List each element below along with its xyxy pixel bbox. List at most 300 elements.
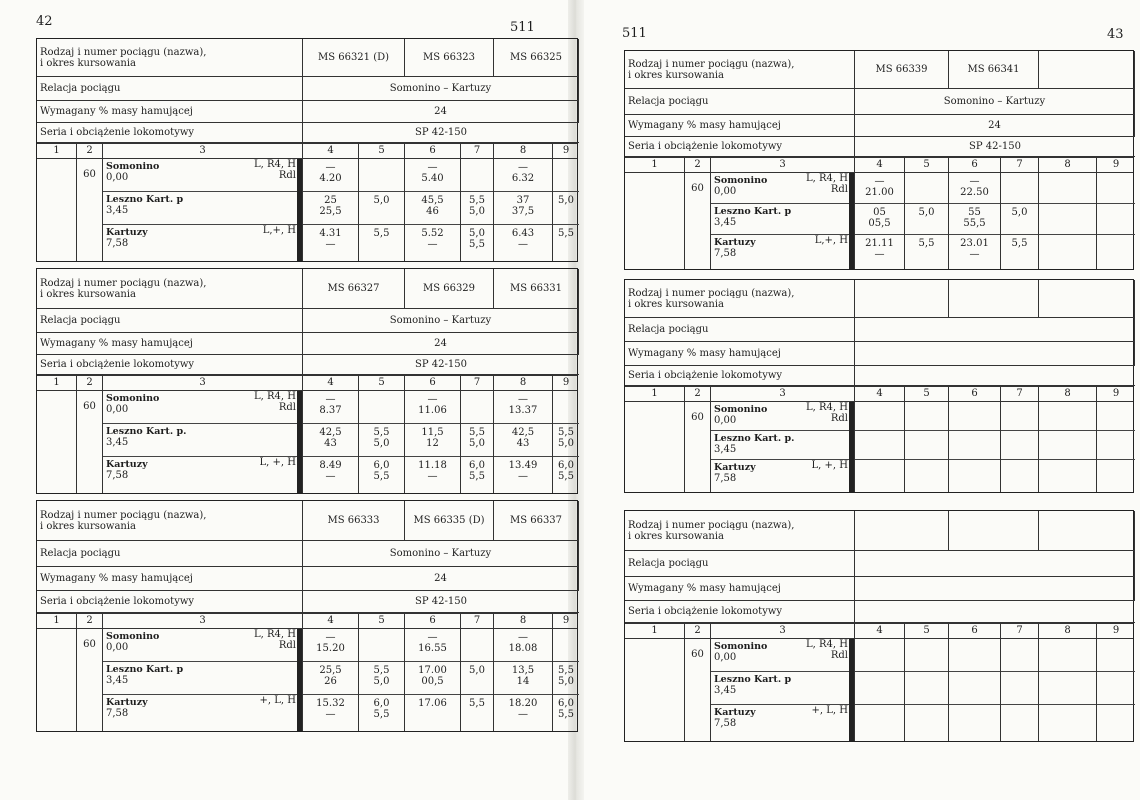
column-number: 2 (685, 624, 711, 638)
time-departure: 21.00 (865, 187, 894, 198)
time-column (1097, 173, 1135, 269)
time-cell (359, 391, 404, 424)
column-number: 7 (1001, 158, 1039, 172)
page-number-right: 43 (1107, 27, 1124, 42)
station-km: 0,00 (714, 186, 737, 197)
column-number: 9 (1112, 388, 1120, 399)
station-extra: Rdl (830, 650, 848, 661)
column-number: 6 (949, 158, 1001, 172)
time-column (1001, 173, 1039, 269)
station-name: Kartuzy (714, 237, 756, 248)
time-departure: 5,0 (1011, 207, 1028, 218)
stations-column (711, 402, 855, 492)
time-cell (494, 629, 552, 662)
locomotive-value: SP 42-150 (855, 137, 1135, 157)
column-number: 4 (855, 158, 905, 172)
label-train-number: Rodzaj i numer pociągu (nazwa), i okres kursowania (37, 269, 303, 309)
time-cell (1001, 204, 1038, 235)
column-number-row (625, 386, 1133, 402)
speed-limit: 60 (685, 173, 711, 269)
station-km: 3,45 (106, 675, 129, 686)
column-number: 4 (303, 614, 359, 628)
time-arrival: 8.49 (319, 460, 342, 471)
station-marker-bar (849, 173, 854, 269)
column-number: 9 (562, 615, 570, 626)
relation-value: Somonino – Kartuzy (303, 541, 579, 567)
time-cell (461, 629, 493, 662)
time-arrival: — (427, 162, 438, 173)
time-cell (1001, 705, 1038, 739)
timetable-number-right: 511 (622, 26, 647, 41)
station-name: Somonino (714, 641, 768, 652)
time-departure: 5,5 (373, 228, 390, 239)
station-row (711, 672, 854, 705)
time-departure: 11.06 (418, 405, 447, 416)
time-cell (1001, 402, 1038, 431)
station-codes: L, R4, H (254, 391, 296, 402)
time-cell (905, 431, 948, 460)
time-cell (1039, 672, 1096, 705)
schedule-body (37, 159, 577, 261)
time-departure: 5.40 (421, 173, 444, 184)
time-cell (461, 424, 493, 457)
train-number-cell (949, 280, 1039, 318)
time-column (494, 391, 553, 493)
time-cell (1097, 672, 1135, 705)
time-departure: 6.32 (511, 173, 535, 184)
timetable-block (36, 500, 578, 732)
train-number-cell (855, 280, 949, 318)
time-departure: 5,0 (469, 438, 485, 449)
brake-mass-value (855, 342, 1135, 366)
station-row (103, 159, 302, 192)
time-arrival: 17.06 (418, 698, 447, 709)
timetable-block (624, 50, 1134, 270)
time-cell (1097, 431, 1135, 460)
time-departure: — (325, 239, 336, 250)
speed-limit: 60 (77, 391, 103, 493)
time-cell (1097, 460, 1135, 490)
station-codes: L, R4, H (806, 639, 848, 650)
label-brake-mass: Wymagany % masy hamującej (37, 567, 303, 591)
timetable-block (624, 279, 1134, 493)
train-number-cell: MS 66337 (494, 501, 579, 541)
time-cell (303, 192, 358, 225)
time-departure: 16.55 (418, 643, 447, 654)
time-arrival: 23.01 (960, 238, 989, 249)
time-column (359, 391, 405, 493)
label-train-number: Rodzaj i numer pociągu (nazwa), i okres kursowania (625, 511, 855, 551)
train-number-cell: MS 66335 (D) (405, 501, 494, 541)
column-number: 9 (1112, 159, 1120, 170)
time-arrival: 6,0 (469, 460, 485, 471)
schedule-body (625, 173, 1133, 269)
time-cell (405, 391, 460, 424)
station-km: 0,00 (714, 652, 737, 663)
column-number: 2 (685, 387, 711, 401)
time-arrival: 05 (873, 207, 886, 218)
column-number: 2 (77, 144, 103, 158)
label-relation: Relacja pociągu (37, 77, 303, 101)
brake-mass-value (855, 577, 1135, 601)
station-km: 3,45 (714, 444, 737, 455)
time-cell (303, 159, 358, 192)
train-number-cell (1039, 511, 1135, 551)
schedule-body (37, 629, 577, 731)
station-extra: Rdl (278, 170, 296, 181)
time-cell (949, 402, 1000, 431)
column-number: 7 (1001, 387, 1039, 401)
station-row (711, 639, 854, 672)
time-departure: 5,0 (558, 438, 574, 449)
empty-col-1 (37, 629, 77, 731)
time-arrival: 45,5 (421, 195, 444, 206)
station-km: 3,45 (106, 205, 129, 216)
time-cell (553, 457, 579, 491)
time-cell (855, 402, 904, 431)
time-column (461, 159, 494, 261)
time-arrival: — (969, 176, 980, 187)
station-row (711, 402, 854, 431)
station-codes: L, R4, H (254, 159, 296, 170)
time-column (949, 639, 1001, 741)
brake-mass-value: 24 (303, 101, 579, 123)
time-cell (303, 695, 358, 729)
time-cell (1001, 235, 1038, 267)
column-number: 8 (1039, 387, 1097, 401)
station-km: 7,58 (714, 248, 737, 259)
time-departure: — (325, 709, 336, 720)
time-departure: — (427, 239, 438, 250)
time-cell (461, 695, 493, 729)
station-row (711, 235, 854, 267)
label-train-number: Rodzaj i numer pociągu (nazwa), i okres kursowania (625, 280, 855, 318)
time-arrival: 5,5 (558, 665, 574, 676)
time-departure: — (969, 249, 980, 260)
time-arrival: — (427, 394, 438, 405)
station-marker-bar (297, 391, 302, 493)
time-column (949, 173, 1001, 269)
time-cell (553, 695, 579, 729)
station-marker-bar (297, 629, 302, 731)
station-row (103, 192, 302, 225)
time-arrival: — (518, 394, 528, 405)
label-brake-mass: Wymagany % masy hamującej (625, 115, 855, 137)
column-number: 6 (949, 387, 1001, 401)
time-column (303, 159, 359, 261)
time-departure: 43 (516, 438, 530, 449)
time-cell (949, 173, 1000, 204)
time-departure: 15.20 (316, 643, 345, 654)
empty-col-1 (625, 173, 685, 269)
time-cell (405, 662, 460, 695)
station-name: Somonino (106, 631, 160, 642)
time-cell (1039, 235, 1096, 267)
time-cell (905, 705, 948, 739)
column-number-row (37, 375, 577, 391)
column-number: 3 (711, 158, 855, 172)
time-column (494, 159, 553, 261)
time-departure: 5,5 (558, 228, 574, 239)
column-number: 1 (37, 144, 77, 158)
column-number: 2 (685, 158, 711, 172)
speed-limit: 60 (77, 629, 103, 731)
time-departure: — (518, 239, 528, 250)
time-arrival: — (325, 632, 336, 643)
time-cell (461, 159, 493, 192)
time-column (1039, 639, 1097, 741)
time-cell (855, 173, 904, 204)
time-arrival: 15.32 (316, 698, 345, 709)
station-km: 0,00 (106, 404, 129, 415)
time-cell (303, 629, 358, 662)
time-cell (905, 235, 948, 267)
station-name: Leszno Kart. p (714, 674, 792, 685)
label-locomotive: Seria i obciążenie lokomotywy (625, 137, 855, 157)
column-number: 1 (625, 387, 685, 401)
time-cell (1039, 705, 1096, 739)
label-relation: Relacja pociągu (625, 89, 855, 115)
time-cell (553, 662, 579, 695)
station-name: Leszno Kart. p. (714, 433, 795, 444)
locomotive-value: SP 42-150 (303, 123, 579, 143)
label-train-number: Rodzaj i numer pociągu (nazwa), i okres kursowania (625, 51, 855, 89)
station-km: 3,45 (714, 685, 737, 696)
time-cell (553, 192, 579, 225)
label-train-number: Rodzaj i numer pociągu (nazwa), i okres kursowania (37, 501, 303, 541)
time-cell (461, 391, 493, 424)
label-locomotive: Seria i obciążenie lokomotywy (37, 355, 303, 375)
time-departure: 13.37 (508, 405, 538, 416)
station-row (711, 431, 854, 460)
relation-value (855, 318, 1135, 342)
label-relation: Relacja pociągu (625, 551, 855, 577)
station-km: 7,58 (106, 238, 129, 249)
time-arrival: 21.11 (865, 238, 894, 249)
time-cell (494, 662, 552, 695)
time-cell (461, 192, 493, 225)
time-cell (1097, 173, 1135, 204)
time-cell (494, 391, 552, 424)
time-arrival: 4.31 (319, 228, 342, 239)
time-column (905, 639, 949, 741)
time-cell (405, 159, 460, 192)
time-departure: 22.50 (960, 187, 989, 198)
time-departure: 37,5 (511, 206, 535, 217)
time-column (461, 391, 494, 493)
stations-column (103, 159, 303, 261)
time-cell (855, 672, 904, 705)
station-km: 7,58 (714, 718, 737, 729)
station-extra: Rdl (830, 184, 848, 195)
time-departure: 5,0 (373, 438, 390, 449)
time-column (949, 402, 1001, 492)
label-brake-mass: Wymagany % masy hamującej (625, 342, 855, 366)
column-number: 5 (359, 614, 405, 628)
time-column (855, 639, 905, 741)
time-column (303, 391, 359, 493)
time-arrival: 5,5 (469, 427, 485, 438)
time-cell (949, 460, 1000, 490)
label-relation: Relacja pociągu (37, 541, 303, 567)
time-arrival: 5,5 (373, 665, 390, 676)
time-column (405, 159, 461, 261)
station-name: Kartuzy (106, 697, 148, 708)
time-column (855, 173, 905, 269)
time-departure: 12 (426, 438, 439, 449)
time-cell (949, 235, 1000, 267)
relation-value: Somonino – Kartuzy (303, 77, 579, 101)
time-cell (494, 695, 552, 729)
locomotive-value: SP 42-150 (303, 355, 579, 375)
time-arrival: 5,5 (469, 195, 485, 206)
time-cell (359, 662, 404, 695)
time-departure: 5,0 (558, 676, 574, 687)
time-cell (1039, 173, 1096, 204)
time-cell (359, 424, 404, 457)
column-number: 9 (1112, 625, 1120, 636)
label-brake-mass: Wymagany % masy hamującej (37, 101, 303, 123)
time-cell (494, 225, 552, 259)
station-codes: L,+, H (262, 225, 296, 236)
time-departure: 05,5 (868, 218, 891, 229)
time-cell (1097, 639, 1135, 672)
time-departure: 5,5 (373, 709, 390, 720)
time-arrival: 6,0 (373, 698, 390, 709)
time-cell (405, 225, 460, 259)
station-extra: Rdl (830, 413, 848, 424)
time-departure: 18.08 (508, 643, 538, 654)
time-arrival: 6,0 (558, 698, 574, 709)
time-departure: 5,5 (469, 239, 485, 250)
time-departure: 5,5 (469, 698, 485, 709)
time-column (303, 629, 359, 731)
station-extra: Rdl (278, 402, 296, 413)
station-codes: L, R4, H (806, 402, 848, 413)
locomotive-value (855, 601, 1135, 623)
time-departure: — (874, 249, 885, 260)
time-departure: 55,5 (963, 218, 986, 229)
time-departure: 5,5 (558, 709, 574, 720)
time-arrival: 5,5 (373, 427, 390, 438)
time-cell (1039, 402, 1096, 431)
column-number: 4 (303, 376, 359, 390)
station-name: Kartuzy (106, 459, 148, 470)
station-name: Kartuzy (714, 707, 756, 718)
time-column (1097, 402, 1135, 492)
station-name: Leszno Kart. p (106, 664, 184, 675)
station-row (103, 391, 302, 424)
station-name: Leszno Kart. p (106, 194, 184, 205)
time-arrival: — (874, 176, 885, 187)
timetable-block (624, 510, 1134, 742)
empty-col-1 (625, 402, 685, 492)
schedule-body (625, 402, 1133, 492)
time-departure: 4.20 (319, 173, 342, 184)
empty-col-1 (37, 159, 77, 261)
timetable-block (36, 38, 578, 262)
label-locomotive: Seria i obciążenie lokomotywy (625, 366, 855, 386)
station-row (103, 424, 302, 457)
train-number-cell (1039, 51, 1135, 89)
column-number: 5 (905, 387, 949, 401)
time-cell (494, 159, 552, 192)
time-departure: — (427, 471, 438, 482)
label-brake-mass: Wymagany % masy hamującej (37, 333, 303, 355)
speed-limit: 60 (685, 639, 711, 741)
station-name: Kartuzy (106, 227, 148, 238)
brake-mass-value: 24 (855, 115, 1135, 137)
time-cell (359, 457, 404, 491)
station-km: 7,58 (714, 473, 737, 484)
time-cell (494, 192, 552, 225)
time-arrival: 5,0 (469, 228, 485, 239)
time-cell (1039, 204, 1096, 235)
time-column (1039, 173, 1097, 269)
station-row (103, 457, 302, 491)
time-column (553, 629, 579, 731)
time-cell (303, 457, 358, 491)
column-number: 8 (494, 614, 553, 628)
label-locomotive: Seria i obciążenie lokomotywy (37, 591, 303, 613)
locomotive-value (855, 366, 1135, 386)
time-arrival: 25 (324, 195, 337, 206)
time-departure: — (518, 709, 528, 720)
train-number-cell: MS 66323 (405, 39, 494, 77)
column-number: 1 (625, 624, 685, 638)
time-cell (461, 457, 493, 491)
train-number-cell: MS 66329 (405, 269, 494, 309)
station-km: 0,00 (106, 172, 129, 183)
time-arrival: 11.18 (418, 460, 447, 471)
time-cell (905, 672, 948, 705)
brake-mass-value: 24 (303, 567, 579, 591)
time-cell (1001, 173, 1038, 204)
train-number-cell: MS 66333 (303, 501, 405, 541)
time-column (1001, 639, 1039, 741)
station-km: 3,45 (714, 217, 737, 228)
time-departure: 14 (516, 676, 530, 687)
time-departure: 5,5 (469, 471, 485, 482)
speed-limit: 60 (77, 159, 103, 261)
timetable-block (36, 268, 578, 494)
station-name: Somonino (714, 404, 768, 415)
train-number-cell: MS 66341 (949, 51, 1039, 89)
time-cell (1039, 460, 1096, 490)
time-cell (405, 457, 460, 491)
time-departure: — (325, 471, 336, 482)
time-departure: 5,0 (373, 195, 390, 206)
station-codes: L,+, H (814, 235, 848, 246)
time-cell (494, 457, 552, 491)
time-arrival: — (427, 632, 438, 643)
column-number: 3 (103, 144, 303, 158)
time-departure: 5,0 (469, 206, 485, 217)
time-departure: 5,5 (918, 238, 935, 249)
station-name: Leszno Kart. p (714, 206, 792, 217)
time-cell (1039, 431, 1096, 460)
time-cell (359, 159, 404, 192)
time-departure: 26 (324, 676, 337, 687)
column-number: 2 (77, 614, 103, 628)
station-row (711, 460, 854, 490)
column-number: 8 (494, 144, 553, 158)
station-name: Somonino (106, 393, 160, 404)
time-arrival: 5,5 (558, 427, 574, 438)
time-cell (553, 391, 579, 424)
stations-column (103, 391, 303, 493)
time-cell (461, 662, 493, 695)
